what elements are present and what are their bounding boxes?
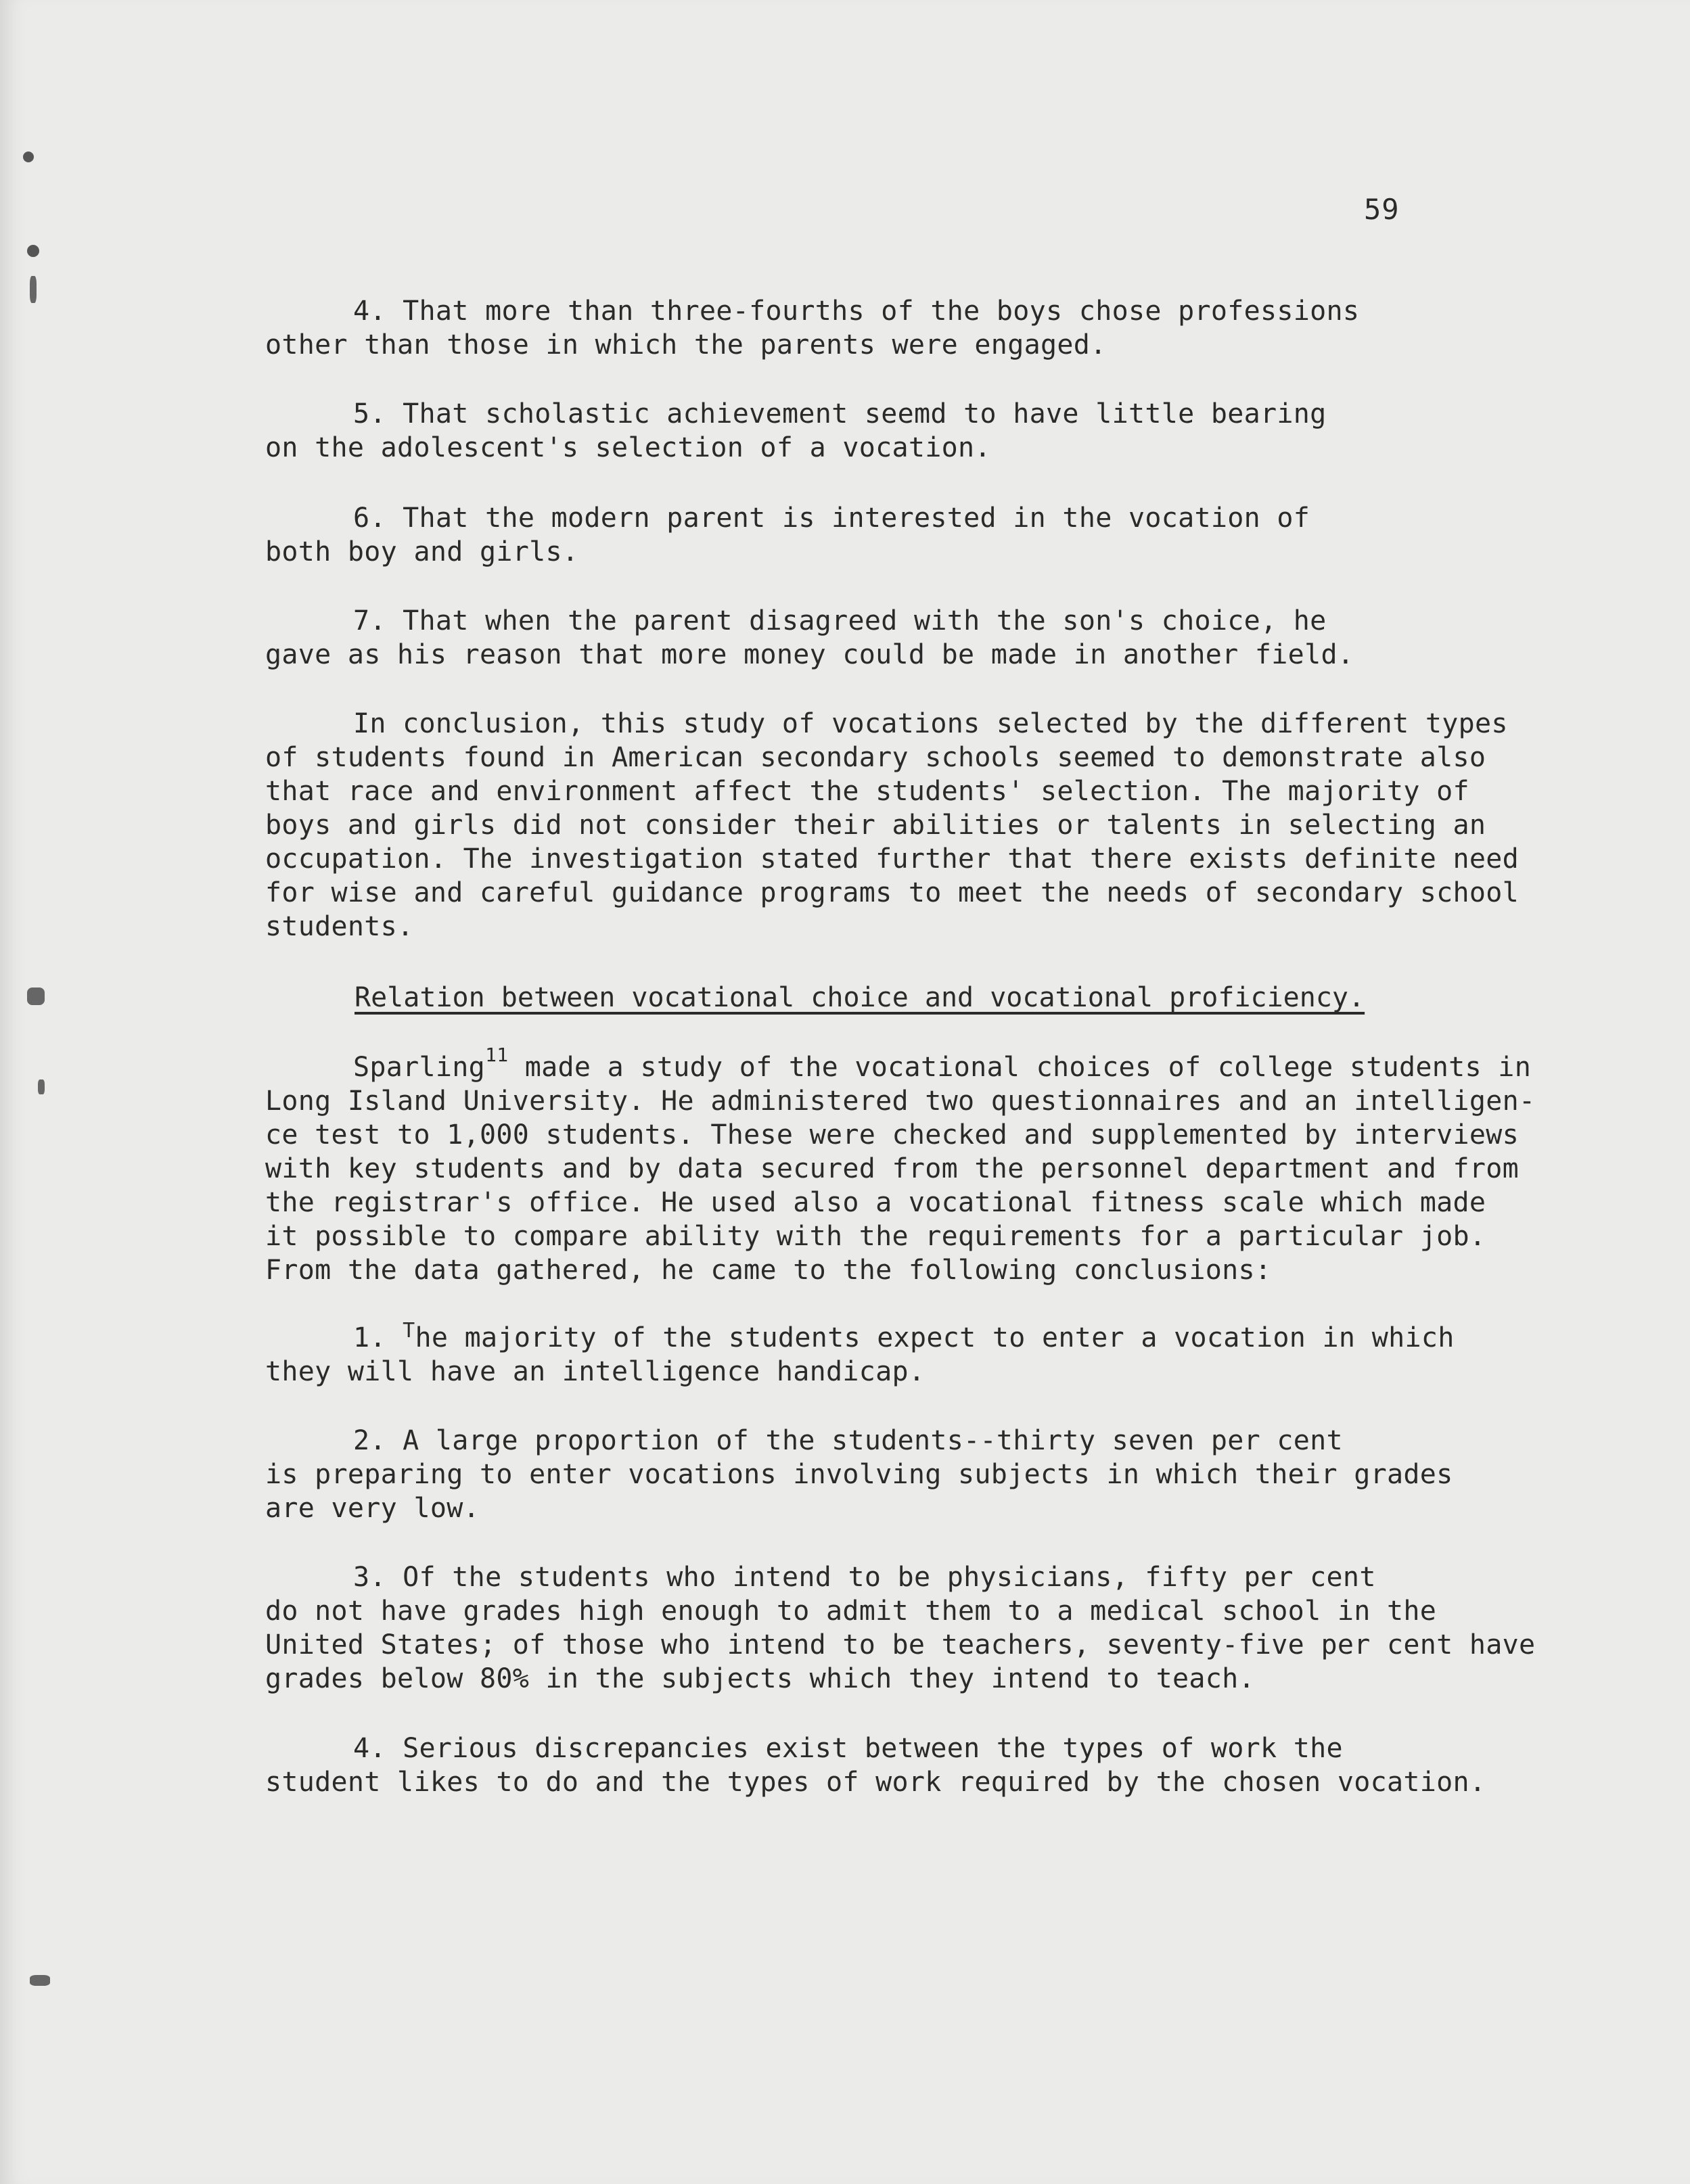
item-text: both boy and girls. (265, 536, 579, 567)
item-number: 5. (353, 398, 386, 429)
paragraph-line: made a study of the vocational choices of college students in (508, 1052, 1532, 1083)
item-text: A large proportion of the students--thirty seven per cent (403, 1425, 1343, 1456)
paragraph-line: of students found in American secondary schools seemed to demonstrate also (265, 742, 1486, 773)
list-item (265, 1560, 1605, 1696)
paragraph-line: From the data gathered, he came to the following conclusions: (265, 1255, 1272, 1286)
item-number: 1. (353, 1322, 386, 1353)
paragraph-line: occupation. The investigation stated further that there exists definite need (265, 843, 1520, 875)
binding-mark (30, 1975, 50, 1986)
item-text: That when the parent disagreed with the son's choice, he (403, 605, 1327, 636)
paragraph-line: students. (265, 911, 414, 942)
item-text: are very low. (265, 1493, 480, 1524)
item-text: gave as his reason that more money could be made in another field. (265, 639, 1354, 670)
sparling-paragraph (265, 1044, 1605, 1287)
author-name: Sparling (353, 1052, 486, 1083)
item-text: grades below 80% in the subjects which they intend to teach. (265, 1663, 1255, 1694)
item-text: is preparing to enter vocations involving subjects in which their grades (265, 1459, 1453, 1490)
paragraph-line: Long Island University. He administered two questionnaires and an intelligen- (265, 1086, 1536, 1117)
item-text: That scholastic achievement seemd to have little bearing (403, 398, 1327, 429)
item-text: student likes to do and the types of work required by the chosen vocation. (265, 1767, 1486, 1798)
item-number: 2. (353, 1425, 386, 1456)
item-number: 4. (353, 296, 386, 327)
list-item (265, 1321, 1605, 1389)
item-text: on the adolescent's selection of a vocation. (265, 432, 991, 463)
footnote-marker: 11 (485, 1044, 509, 1066)
list-item (265, 397, 1605, 465)
paragraph-line: it possible to compare ability with the requirements for a particular job. (265, 1221, 1486, 1252)
list-item (265, 1732, 1605, 1799)
binding-mark (38, 1079, 45, 1094)
page-number: 59 (1364, 193, 1400, 226)
binding-hole (27, 245, 39, 257)
binding-hole (23, 152, 34, 162)
paragraph-line: for wise and careful guidance programs to meet the needs of secondary school (265, 877, 1520, 908)
list-item (265, 1424, 1605, 1525)
item-text: United States; of those who intend to be teachers, seventy-five per cent have (265, 1629, 1536, 1660)
binding-mark (30, 276, 37, 303)
paragraph-line: boys and girls did not consider their abilities or talents in selecting an (265, 810, 1486, 841)
item-number: 3. (353, 1562, 386, 1593)
item-text: Of the students who intend to be physicians, fifty per cent (403, 1562, 1376, 1593)
binding-mark (27, 988, 45, 1005)
paragraph-line: ce test to 1,000 students. These were checked and supplemented by interviews (265, 1119, 1520, 1151)
section-heading: Relation between vocational choice and vocational proficiency. (355, 982, 1365, 1013)
paragraph-line: In conclusion, this study of vocations selected by the different types (353, 708, 1508, 739)
item-text: That more than three-fourths of the boys chose professions (403, 296, 1360, 327)
conclusion-paragraph (265, 707, 1605, 944)
item-number: 6. (353, 503, 386, 534)
list-item (265, 294, 1605, 362)
paragraph-line: that race and environment affect the students' selection. The majority of (265, 776, 1469, 807)
raised-capital: T (403, 1319, 415, 1343)
item-text: Serious discrepancies exist between the types of work the (403, 1733, 1343, 1764)
item-text: other than those in which the parents were engaged. (265, 329, 1107, 361)
item-text: That the modern parent is interested in the vocation of (403, 503, 1310, 534)
item-number: 7. (353, 605, 386, 636)
list-item (265, 604, 1605, 672)
paragraph-line: the registrar's office. He used also a vocational fitness scale which made (265, 1187, 1486, 1218)
item-text: he majority of the students expect to enter a vocation in which (415, 1322, 1455, 1353)
list-item (265, 501, 1605, 569)
item-text: do not have grades high enough to admit them to a medical school in the (265, 1596, 1437, 1627)
paragraph-line: with key students and by data secured from the personnel department and from (265, 1153, 1520, 1184)
item-text: they will have an intelligence handicap. (265, 1356, 926, 1387)
item-number: 4. (353, 1733, 386, 1764)
